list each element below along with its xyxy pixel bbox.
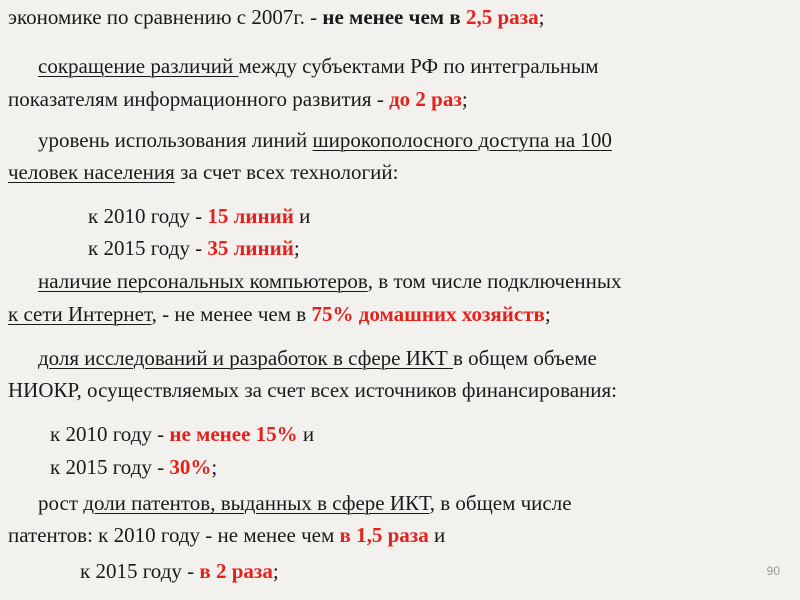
text-line-3	[8, 86, 468, 112]
text: в общем объеме	[453, 346, 597, 370]
text: , - не менее чем в	[151, 302, 312, 326]
text: ;	[538, 5, 545, 29]
text-line-7	[88, 235, 300, 261]
text: между субъектами РФ по интегральным	[238, 54, 599, 78]
text: уровень использования линий	[38, 128, 313, 152]
text-line-14	[38, 490, 572, 516]
text-line-1	[8, 4, 544, 30]
text: рост	[38, 491, 84, 515]
text: ;	[544, 302, 551, 326]
text-line-13	[50, 454, 217, 480]
text-line-9	[8, 301, 551, 327]
text-line-10	[38, 345, 597, 371]
highlight-text: 2,5 раза	[465, 5, 539, 29]
text-line-11	[8, 377, 617, 403]
page-number: 90	[766, 564, 780, 578]
text-line-12	[50, 421, 314, 447]
text: за счет всех технологий:	[174, 160, 399, 184]
text-line-5	[8, 159, 398, 185]
underlined-text: человек населения	[8, 160, 175, 184]
text: патентов: к 2010 году - не менее чем	[8, 523, 340, 547]
text: к 2010 году -	[50, 422, 170, 446]
underlined-text: доли патентов, выданных в сфере ИКТ	[83, 491, 430, 515]
text: ;	[211, 455, 218, 479]
highlight-text: 30%	[169, 455, 212, 479]
text: и	[428, 523, 446, 547]
highlight-text: в 2 раза	[199, 559, 273, 583]
text-line-4	[38, 127, 612, 153]
text-line-8	[38, 268, 622, 294]
underlined-text: к сети Интернет	[8, 302, 152, 326]
text-line-16	[80, 558, 279, 584]
text: , в том числе подключенных	[367, 269, 622, 293]
highlight-text: 35 линий	[207, 236, 294, 260]
text: ;	[293, 236, 300, 260]
text: к 2015 году -	[80, 559, 200, 583]
text: , в общем числе	[429, 491, 572, 515]
text: экономике по сравнению с 2007г. -	[8, 5, 323, 29]
highlight-text: не менее 15%	[169, 422, 298, 446]
highlight-text: 15 линий	[207, 204, 294, 228]
highlight-text: 75% домашних хозяйств	[311, 302, 545, 326]
text: и	[293, 204, 311, 228]
text-line-2	[38, 53, 599, 79]
emphasis-text: не менее чем в	[322, 5, 466, 29]
underlined-text: доля исследований и разработок в сфере ИКТ	[38, 346, 453, 370]
text-line-15	[8, 522, 445, 548]
highlight-text: до 2 раз	[389, 87, 462, 111]
underlined-text: сокращение различий	[38, 54, 239, 78]
text: к 2015 году -	[50, 455, 170, 479]
highlight-text: в 1,5 раза	[339, 523, 429, 547]
text: ;	[461, 87, 468, 111]
underlined-text: наличие персональных компьютеров	[38, 269, 368, 293]
text: ;	[272, 559, 279, 583]
text: и	[297, 422, 315, 446]
text: к 2010 году -	[88, 204, 208, 228]
text-line-6	[88, 203, 310, 229]
underlined-text: широкополосного доступа на 100	[312, 128, 612, 152]
text: показателям информационного развития -	[8, 87, 390, 111]
text: НИОКР, осуществляемых за счет всех источников финансирования:	[8, 378, 618, 402]
text: к 2015 году -	[88, 236, 208, 260]
